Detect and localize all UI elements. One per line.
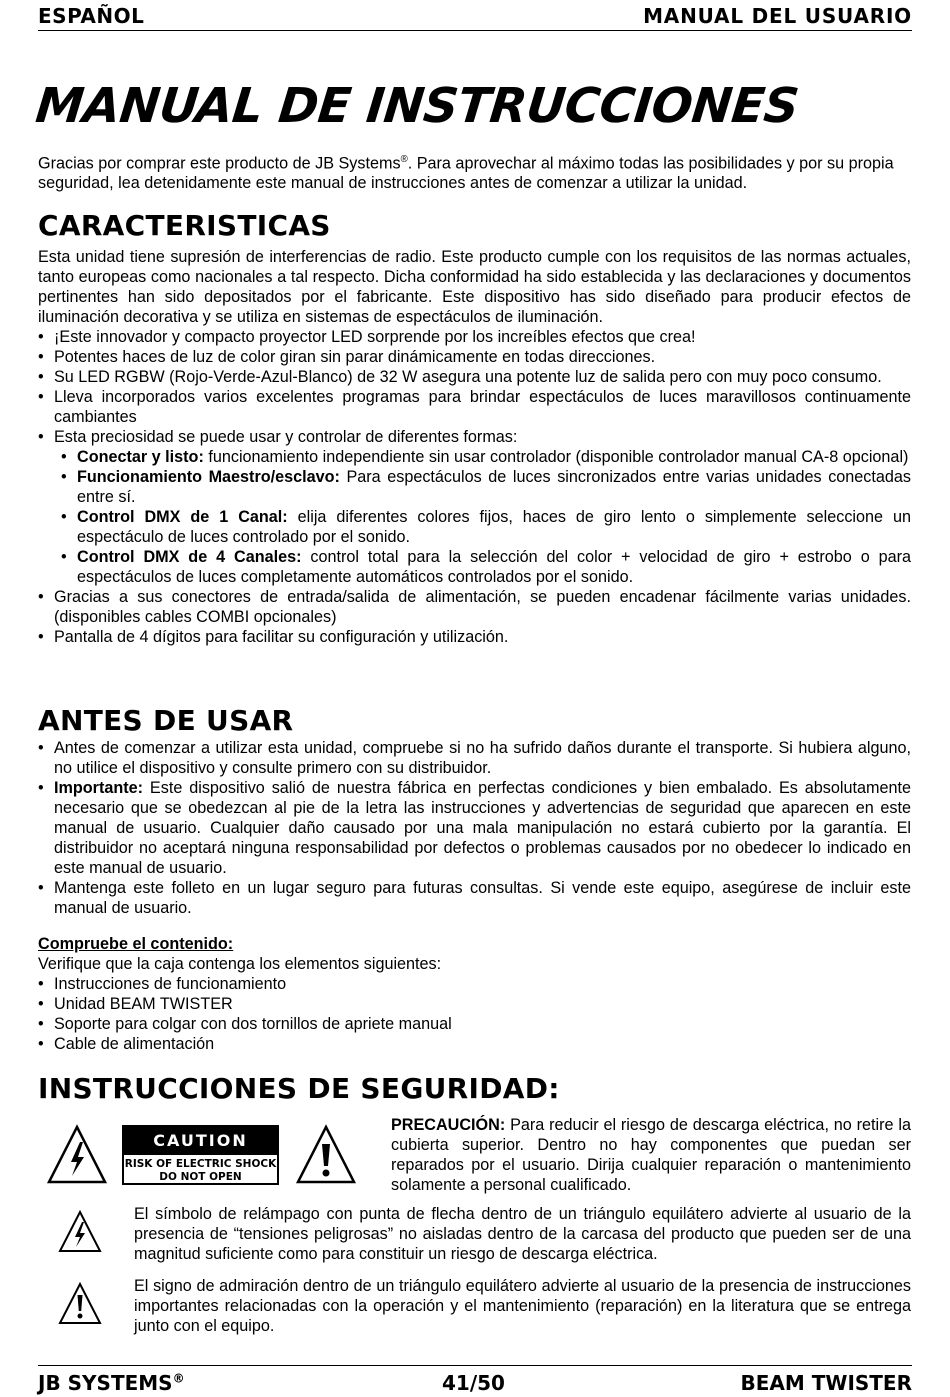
before-use-section	[38, 738, 911, 918]
important-text: Este dispositivo salió de nuestra fábrica en perfectas condiciones y bien embalado. Es absolutamente necesario que se obedezcan al pie de la letra las instrucciones y advertencias de seguridad que aparecen en este manual de usuario. Cualquier daño causado por una mala manipulación no estará cubierto por la garantía. El distribuidor no aceptará ninguna responsabilidad por defectos o problemas causados por no obedecer lo indicado en este manual de usuario.	[54, 779, 911, 877]
list-item: • Esta preciosidad se puede usar y controlar de diferentes formas:	[38, 427, 911, 447]
precaution-label: PRECAUCIÓN:	[391, 1116, 506, 1134]
page-footer	[38, 1365, 912, 1396]
footer-reg: ®	[172, 1371, 185, 1386]
list-item: • Mantenga este folleto en un lugar seguro para futuras consultas. Si vende este equipo, asegúrese de incluir este manual de usuario.	[38, 878, 911, 918]
mode-desc: control total para la selección del color + velocidad de giro + estrobo o para espectáculos de luces completamente automáticos controlados por el sonido.	[77, 548, 911, 586]
intro-text-1: Gracias por comprar este producto de JB Systems	[38, 154, 401, 173]
contents-title: Compruebe el contenido:	[38, 935, 234, 953]
list-item: • Potentes haces de luz de color giran sin parar dinámicamente en todas direcciones.	[38, 347, 911, 367]
contents-list	[38, 974, 911, 1054]
list-item: • ¡Este innovador y compacto proyector LED sorprende por los increíbles efectos que crea!	[38, 327, 911, 347]
list-item	[38, 507, 911, 547]
list-item	[38, 447, 911, 467]
list-item: • Cable de alimentación	[38, 1034, 911, 1054]
list-item: • Gracias a sus conectores de entrada/salida de alimentación, se pueden encadenar fácilmente varias unidades. (disponibles cables COMBI opcionales)	[38, 587, 911, 627]
list-item	[38, 467, 911, 507]
page-header	[38, 2, 912, 31]
before-use-list	[38, 738, 911, 918]
lightning-triangle-icon	[58, 1210, 102, 1254]
before-use-heading: ANTES DE USAR	[38, 704, 294, 737]
intro-reg: ®	[400, 154, 408, 165]
mode-desc: Para espectáculos de luces sincronizados entre varias unidades conectadas entre sí.	[77, 468, 911, 506]
list-item	[38, 778, 911, 878]
important-label: Importante:	[54, 779, 144, 797]
header-language: ESPAÑOL	[38, 4, 145, 28]
features-list-continued	[38, 587, 911, 647]
exclamation-triangle-icon	[58, 1282, 102, 1326]
mode-desc: funcionamiento independiente sin usar controlador (disponible controlador manual CA-8 opcional)	[203, 448, 909, 466]
caution-title: CAUTION	[124, 1127, 277, 1155]
list-item	[38, 547, 911, 587]
list-item: • Lleva incorporados varios excelentes programas para brindar espectáculos de luces maravillosos continuamente cambiantes	[38, 387, 911, 427]
control-modes-list	[38, 447, 911, 587]
footer-brand: JB SYSTEMS	[38, 1371, 173, 1395]
page-number: 41/50	[442, 1371, 505, 1395]
mode-name: Conectar y listo:	[77, 448, 204, 466]
caution-label	[122, 1125, 279, 1185]
lightning-triangle-icon	[46, 1124, 108, 1186]
list-item: • Instrucciones de funcionamiento	[38, 974, 911, 994]
caution-line-1: RISK OF ELECTRIC SHOCK	[124, 1158, 277, 1170]
list-item: • Pantalla de 4 dígitos para facilitar su configuración y utilización.	[38, 627, 911, 647]
mode-desc: elija diferentes colores fijos, haces de giro lento o simplemente seleccione un espectáculo de luces controlado por el sonido.	[77, 508, 911, 546]
footer-product: BEAM TWISTER	[740, 1371, 912, 1395]
exclamation-triangle-icon	[295, 1124, 357, 1186]
exclamation-explanation: El signo de admiración dentro de un triángulo equilátero advierte al usuario de la presencia de instrucciones importantes relacionadas con la operación y el mantenimiento (reparación) en la literatura que se entrega junto con el equipo.	[134, 1277, 911, 1335]
features-section	[38, 247, 911, 647]
caution-line-2: DO NOT OPEN	[159, 1171, 242, 1183]
mode-name: Funcionamiento Maestro/esclavo:	[77, 468, 340, 486]
list-item: • Unidad BEAM TWISTER	[38, 994, 911, 1014]
mode-name: Control DMX de 4 Canales:	[77, 548, 302, 566]
lightning-explanation: El símbolo de relámpago con punta de flecha dentro de un triángulo equilátero advierte al usuario de la presencia de “tensiones peligrosas” no aisladas dentro de la carcasa del producto que pueden ser de una magnitud suficiente como para constituir un riesgo de descarga eléctrica.	[134, 1205, 911, 1263]
intro-paragraph	[38, 150, 911, 193]
contents-intro: Verifique que la caja contenga los elementos siguientes:	[38, 955, 442, 973]
contents-section	[38, 934, 911, 1054]
list-item: • Antes de comenzar a utilizar esta unidad, compruebe si no ha sufrido daños durante el transporte. Si hubiera alguno, no utilice el dispositivo y consulte primero con su distribuidor.	[38, 738, 911, 778]
header-doc-title: MANUAL DEL USUARIO	[643, 4, 912, 28]
list-item: • Su LED RGBW (Rojo-Verde-Azul-Blanco) de 32 W asegura una potente luz de salida pero con muy poco consumo.	[38, 367, 911, 387]
features-list	[38, 327, 911, 447]
safety-heading: INSTRUCCIONES DE SEGURIDAD:	[38, 1072, 560, 1105]
intro-text-2: . Para aprovechar al máximo todas las posibilidades y por su propia seguridad, lea detenidamente este manual de instrucciones antes de comenzar a utilizar la unidad.	[38, 154, 894, 193]
list-item: • Soporte para colgar con dos tornillos de apriete manual	[38, 1014, 911, 1034]
page-title: MANUAL DE INSTRUCCIONES	[33, 78, 802, 134]
precaution-paragraph	[391, 1115, 911, 1195]
precaution-text: Para reducir el riesgo de descarga eléctrica, no retire la cubierta superior. Dentro no hay componentes que puedan ser reparados por el usuario. Dirija cualquier reparación o mantenimiento solamente a personal cualificado.	[391, 1116, 911, 1194]
features-heading: CARACTERISTICAS	[38, 209, 331, 242]
features-paragraph: Esta unidad tiene supresión de interferencias de radio. Este producto cumple con los requisitos de las normas actuales, tanto europeas como nacionales a tal respecto. Dicha conformidad ha sido establecida y las declaraciones y documentos pertinentes han sido depositados por el fabricante. Este dispositivo has sido diseñado para producir efectos de iluminación decorativa y se utiliza en sistemas de espectáculos de iluminación.	[38, 248, 911, 326]
mode-name: Control DMX de 1 Canal:	[77, 508, 288, 526]
